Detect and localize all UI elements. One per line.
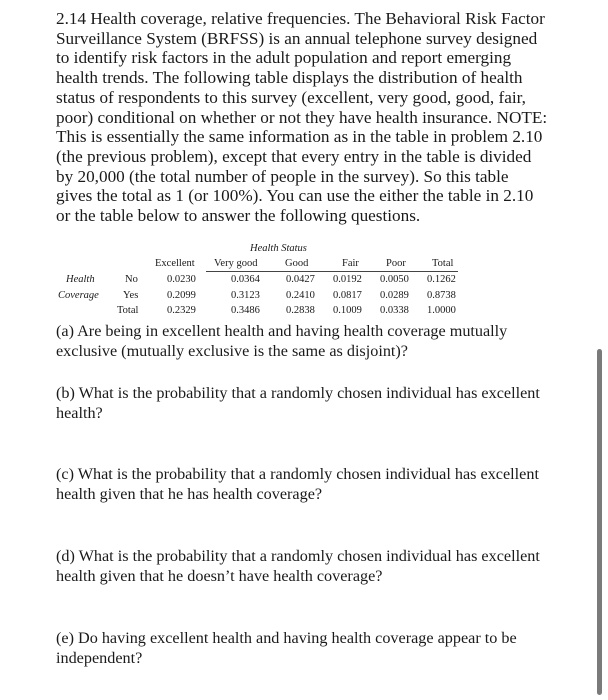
table-cell: 0.0427 [286, 274, 315, 285]
column-header: Fair [342, 258, 359, 269]
column-header: Very good [214, 258, 258, 269]
table-cell: 0.3123 [231, 290, 260, 301]
health-status-table [56, 241, 476, 319]
table-cell: 0.8738 [427, 290, 456, 301]
table-cell: 0.0364 [231, 274, 260, 285]
question-c: (c) What is the probability that a randomly chosen individual has excellent health given that he has health coverage? [56, 465, 539, 503]
column-header: Total [432, 258, 454, 269]
row-group-label: Health [66, 274, 95, 285]
table-cell: 0.2410 [286, 290, 315, 301]
table-cell: 0.0817 [333, 290, 362, 301]
question-a: (a) Are being in excellent health and having health coverage mutually exclusive (mutually exclusive is the same as disjoint)? [56, 322, 508, 360]
table-cell: 0.0338 [380, 305, 409, 316]
table-cell: 0.3486 [231, 305, 260, 316]
row-label-no: No [125, 274, 138, 285]
table-cell: 0.2329 [167, 305, 196, 316]
table-cell: 0.2099 [167, 290, 196, 301]
problem-intro: 2.14 Health coverage, relative frequencies. The Behavioral Risk Factor Surveillance System (BRFSS) is an annual telephone survey designed to identify risk factors in the adult population and report emerging health trends. The following table displays the distribution of health status of respondents to this survey (excellent, very good, good, fair, poor) conditional on whether or not they have health insurance. NOTE: This is essentially the same information as in the table in problem 2.10 (the previous problem), except that every entry in the table is divided by 20,000 (the total number of people in the survey). So this table gives the total as 1 (or 100%). You can use the either the table in 2.10 or the table below to answer the following questions. [56, 9, 548, 226]
column-header: Poor [386, 258, 406, 269]
table-cell: 1.0000 [427, 305, 456, 316]
table-cell: 0.0289 [380, 290, 409, 301]
header-rule [206, 271, 458, 272]
scrollbar[interactable] [597, 349, 602, 695]
row-label-yes: Yes [123, 290, 139, 301]
question-d: (d) What is the probability that a randomly chosen individual has excellent health given that he doesn’t have health coverage? [56, 547, 540, 585]
table-cell: 0.0192 [333, 274, 362, 285]
table-cell: 0.1262 [427, 274, 456, 285]
table-cell: 0.1009 [333, 305, 362, 316]
row-label-total: Total [117, 305, 139, 316]
question-b: (b) What is the probability that a randomly chosen individual has excellent health? [56, 384, 540, 422]
table-cell: 0.0230 [167, 274, 196, 285]
table-title: Health Status [250, 243, 307, 254]
column-header: Good [285, 258, 309, 269]
row-group-label: Coverage [58, 290, 99, 301]
table-cell: 0.0050 [380, 274, 409, 285]
question-e: (e) Do having excellent health and having health coverage appear to be independent? [56, 629, 517, 667]
table-cell: 0.2838 [286, 305, 315, 316]
column-header: Excellent [155, 258, 195, 269]
